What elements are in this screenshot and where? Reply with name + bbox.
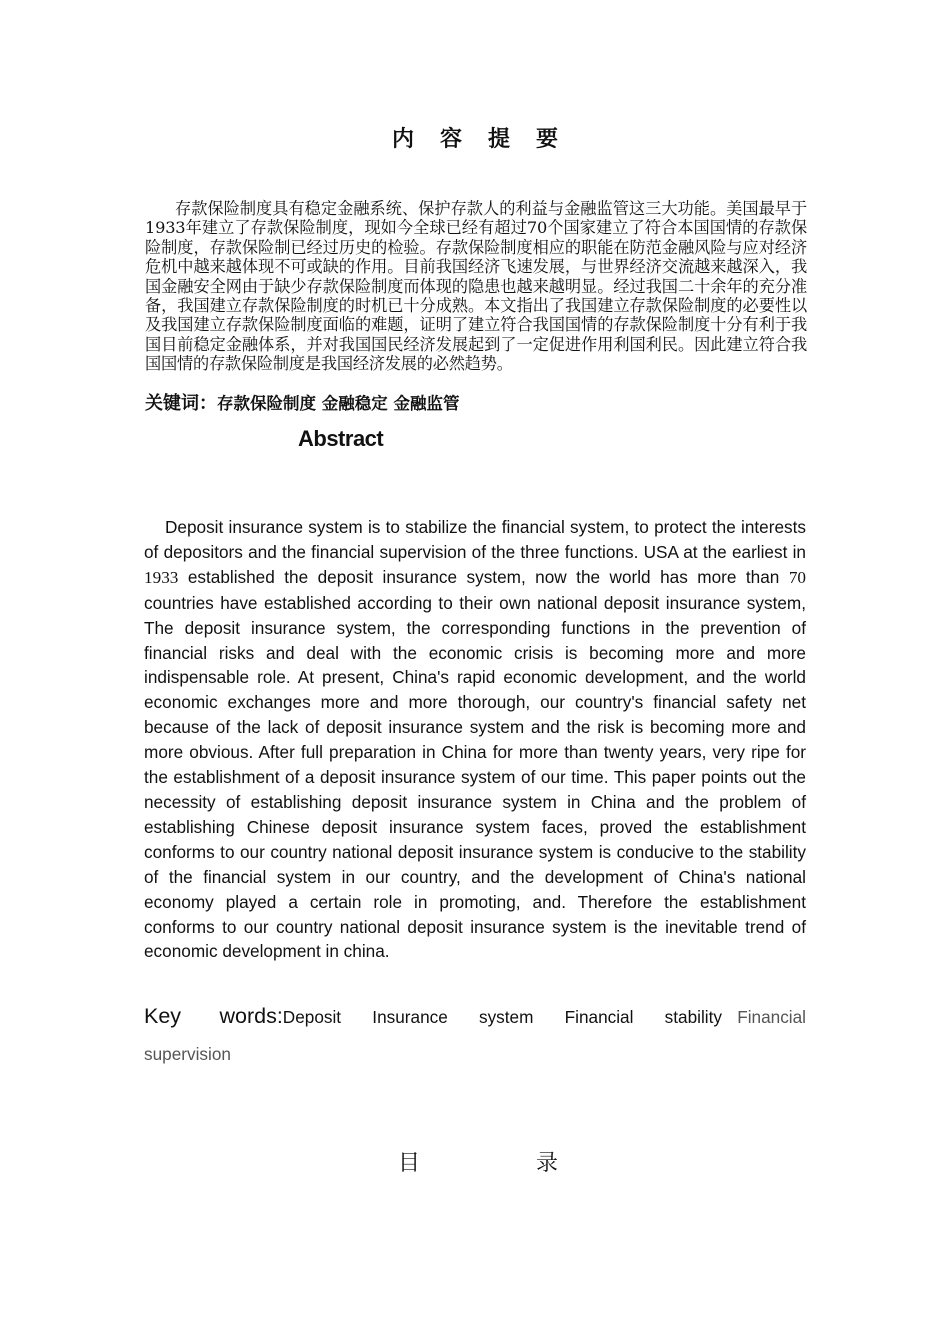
english-abstract-text-3: countries have established according to their own national deposit insurance system, The deposit insurance system, the corresponding functions in the prevention of financial risks and deal with the economic crisis is becoming more and more indispensable role. At present, China's rapid economic development, and the world economic exchanges more and more thorough, our country's financial safety net because of the lack of deposit insurance system and the risk is becoming more and more obvious. After full preparation in China for more than twenty years, very ripe for the establishment of a deposit insurance system of our time. This paper points out the necessity of establishing deposit insurance system in China and the problem of establishing Chinese deposit insurance system faces, proved the establishment conforms to our country national deposit insurance system is conducive to the stability of the financial system in our country, and the development of China's national economy played a certain role in promoting, and. Therefore the establishment conforms to our country national deposit insurance system is the inevitable trend of economic development in china.: [144, 592, 806, 962]
chinese-abstract-text-1: 存款保险制度具有稳定金融系统、保护存款人的利益与金融监管这三大功能。美国最早于: [175, 199, 807, 218]
english-abstract: [144, 515, 806, 964]
chinese-keywords-values: 存款保险制度 金融稳定 金融监管: [217, 394, 460, 413]
chinese-keywords: [145, 392, 807, 416]
english-keywords-values-gray: Financial supervision: [144, 1007, 806, 1064]
english-keywords-label: Key words:: [144, 1004, 283, 1028]
toc-title-char-2: 录: [535, 1151, 558, 1176]
english-abstract-text-1: Deposit insurance system is to stabilize the financial system, to protect the interests of depositors and the financial supervision of the three functions. USA at the earliest in: [144, 517, 806, 562]
toc-title-char-1: 目: [398, 1151, 421, 1176]
english-abstract-year: 1933: [144, 567, 179, 587]
english-abstract-count: 70: [788, 567, 806, 587]
chinese-title: 内容提要: [391, 127, 584, 152]
english-keywords: [144, 998, 806, 1073]
chinese-abstract-year: 1933: [145, 218, 186, 238]
chinese-keywords-label: 关键词：: [145, 393, 217, 414]
english-abstract-text-2: established the deposit insurance system, now the world has more than: [178, 566, 789, 587]
english-title: Abstract: [298, 426, 384, 451]
chinese-abstract-text-3: 个国家建立了符合本国国情的存款保险制度，存款保险制已经过历史的检验。存款保险制度相应的职能在防范金融风险与应对经济危机中越来越体现不可或缺的作用。目前我国经济飞速发展，与世界经济交流越来越深入，我国金融安全网由于缺少存款保险制度而体现的隐患也越来越明显。经过我国二十余年的充分准备，我国建立存款保险制度的时机已十分成熟。本文指出了我国建立存款保险制度的必要性以及我国建立存款保险制度面临的难题，证明了建立符合我国国情的存款保险制度十分有利于我国目前稳定金融体系，并对我国国民经济发展起到了一定促进作用利国利民。因此建立符合我国国情的存款保险制度是我国经济发展的必然趋势。: [145, 218, 807, 374]
table-of-contents-title: [398, 1146, 558, 1177]
english-keywords-values: Deposit Insurance system Financial stability: [282, 1007, 722, 1027]
chinese-abstract: [145, 199, 807, 374]
chinese-abstract-text-2: 年建立了存款保险制度，现如今全球已经有超过: [185, 218, 527, 238]
chinese-abstract-count: 70: [526, 218, 548, 238]
